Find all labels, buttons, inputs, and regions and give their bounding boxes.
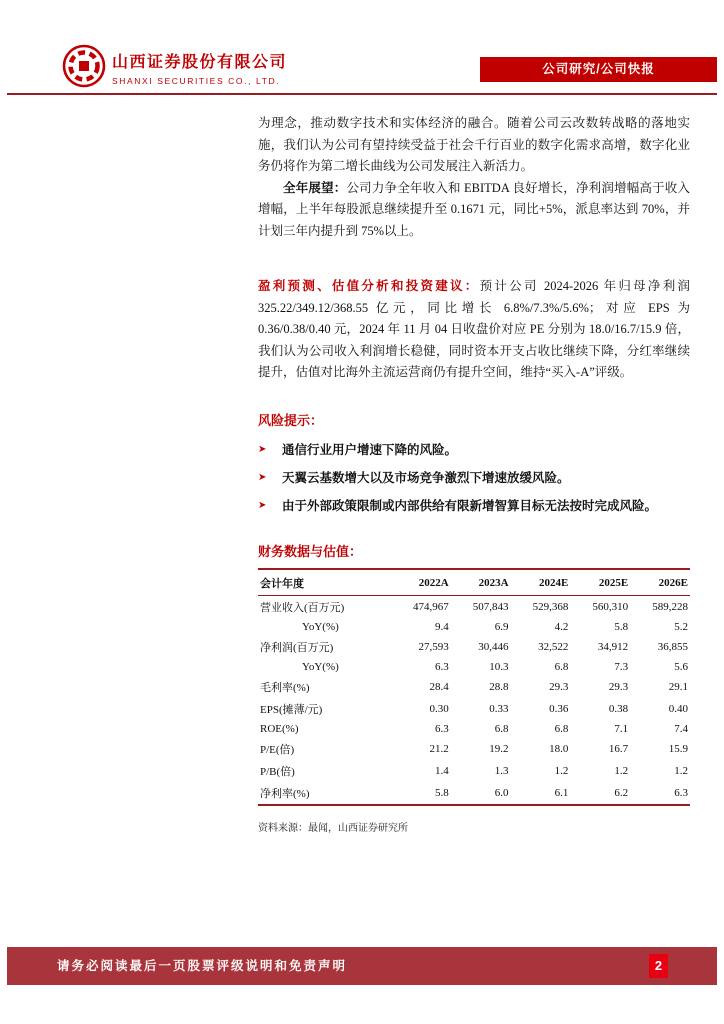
col-header: 2023A: [451, 569, 511, 596]
table-cell: 28.8: [489, 680, 509, 693]
paragraph-valuation-advice: [258, 276, 690, 384]
table-cell: 5.2: [674, 620, 688, 633]
table-cell: 19.2: [489, 742, 509, 755]
table-cell: 6.2: [570, 782, 630, 805]
risk-item-text: 由于外部政策限制或内部供给有限新增智算目标无法按时完成风险。: [282, 498, 658, 513]
report-type-banner: 公司研究/公司快报: [480, 57, 717, 82]
row-label: YoY(%): [302, 620, 339, 633]
footer-disclaimer: 请务必阅读最后一页股票评级说明和免责声明: [57, 959, 348, 973]
table-row: [258, 658, 690, 676]
table-cell: 6.3: [434, 660, 449, 673]
table-row: [258, 720, 690, 738]
table-row: [258, 618, 690, 636]
table-row: [258, 782, 690, 805]
company-name-cn: 山西证券股份有限公司: [112, 54, 288, 71]
table-cell: 29.3: [608, 680, 629, 693]
risk-item-text: 通信行业用户增速下降的风险。: [282, 442, 458, 457]
risk-list: [258, 441, 690, 515]
table-cell: 10.3: [489, 660, 509, 673]
table-cell: 18.0: [549, 742, 569, 755]
row-label: 营业收入(百万元): [260, 601, 345, 614]
table-cell: 6.8: [554, 722, 569, 735]
col-header-year: 会计年度: [258, 569, 391, 596]
valuation-text: 预计公司 2024-2026 年归母净利润 325.22/349.12/368.55 亿元，同比增长 6.8%/7.3%/5.6%；对应 EPS 为 0.36/0.38/0.40 元，2024 年 11 月 04 日收盘价对应 PE 分别为 18.0/16.7/15.9 倍，我们认为公司收入利润增长稳健，同时资本开支占收比继续下降，分红率继续提升，估值对比海外主流运营商仍有提升空间，维持“买入-A”评级。: [258, 279, 690, 379]
table-cell: 5.8: [614, 620, 629, 633]
company-identity: [112, 49, 287, 86]
col-header: 2022A: [391, 569, 451, 596]
financial-table-body: [258, 595, 690, 805]
table-cell: 32,522: [538, 640, 569, 653]
table-cell: 1.2: [614, 764, 629, 777]
table-cell: 15.9: [668, 742, 688, 755]
outlook-text: 公司力争全年收入和 EBITDA 良好增长，净利润增幅高于收入增幅，上半年每股派息继续提升至 0.1671 元，同比+5%，派息率达到 70%，并计划三年内提升到 75%以上。: [258, 180, 690, 238]
paragraph-digital-business: 为理念，推动数字技术和实体经济的融合。随着公司云改数转战略的落地实施，我们认为公司有望持续受益于社会千行百业的数字化需求高增，数字化业务仍将作为第二增长曲线为公司发展注入新活力。: [258, 116, 690, 173]
company-name-en: SHANXI SECURITIES CO., LTD.: [112, 76, 281, 86]
header-divider: [7, 93, 717, 95]
table-row: [258, 760, 690, 782]
table-cell: 6.0: [451, 782, 511, 805]
table-cell: 28.4: [429, 680, 449, 693]
report-body: [258, 113, 690, 834]
table-cell: 529,368: [532, 600, 569, 613]
table-cell: 7.4: [674, 722, 688, 735]
table-cell: 0.30: [429, 702, 449, 715]
table-cell: 6.1: [511, 782, 571, 805]
data-source-note: 资料来源：最闻，山西证券研究所: [258, 822, 408, 834]
table-cell: 1.2: [554, 764, 569, 777]
table-row: [258, 738, 690, 760]
row-label: ROE(%): [260, 722, 299, 735]
risk-section-title: 风险提示：: [258, 412, 324, 428]
table-cell: 21.2: [429, 742, 449, 755]
arrow-bullet-icon: ➤: [258, 499, 267, 511]
header: [0, 0, 724, 94]
outlook-label: 全年展望：: [283, 180, 347, 195]
table-cell: 6.8: [554, 660, 569, 673]
row-label: 毛利率(%): [260, 681, 310, 694]
col-header: 2024E: [511, 569, 571, 596]
footer-bar: [7, 947, 717, 985]
table-row: [258, 636, 690, 658]
row-label: 净利润(百万元): [260, 641, 334, 654]
table-cell: 5.8: [391, 782, 451, 805]
col-header: 2026E: [630, 569, 690, 596]
financial-table: [258, 568, 690, 806]
table-row: [258, 676, 690, 698]
table-row: [258, 595, 690, 618]
valuation-label: 盈利预测、估值分析和投资建议：: [258, 279, 480, 293]
table-cell: 0.36: [549, 702, 569, 715]
table-cell: 30,446: [478, 640, 509, 653]
table-cell: 7.1: [614, 722, 629, 735]
table-cell: 589,228: [652, 600, 688, 613]
table-cell: 29.3: [549, 680, 569, 693]
table-cell: 1.2: [674, 764, 688, 777]
table-cell: 36,855: [657, 640, 688, 653]
table-cell: 0.33: [489, 702, 509, 715]
table-cell: 6.9: [494, 620, 509, 633]
table-row: [258, 698, 690, 720]
col-header: 2025E: [570, 569, 630, 596]
table-cell: 474,967: [412, 600, 449, 613]
row-label: YoY(%): [302, 660, 339, 673]
row-label: P/B(倍): [260, 765, 295, 778]
table-cell: 1.3: [494, 764, 509, 777]
risk-item-text: 天翼云基数增大以及市场竞争激烈下增速放缓风险。: [282, 470, 570, 485]
table-cell: 6.8: [494, 722, 509, 735]
table-cell: 560,310: [592, 600, 629, 613]
row-label: EPS(摊薄/元): [260, 703, 323, 716]
table-cell: 0.38: [608, 702, 629, 715]
table-cell: 34,912: [597, 640, 629, 653]
arrow-bullet-icon: ➤: [258, 443, 267, 455]
paragraph-full-year-outlook: [258, 178, 690, 243]
company-logo-icon: [62, 44, 106, 88]
arrow-bullet-icon: ➤: [258, 471, 267, 483]
financial-section-title: 财务数据与估值：: [258, 543, 363, 559]
table-cell: 507,843: [472, 600, 509, 613]
table-cell: 9.4: [434, 620, 449, 633]
table-cell: 0.40: [668, 702, 688, 715]
row-label: P/E(倍): [260, 743, 295, 756]
page-number-badge: 2: [649, 954, 668, 978]
table-cell: 16.7: [608, 742, 629, 755]
table-cell: 1.4: [434, 764, 449, 777]
risk-item: [258, 497, 690, 515]
table-cell: 27,593: [418, 640, 449, 653]
risk-item: [258, 469, 690, 487]
risk-item: [258, 441, 690, 459]
table-cell: 7.3: [614, 660, 629, 673]
table-cell: 29.1: [668, 680, 688, 693]
table-cell: 6.3: [630, 782, 690, 805]
row-label: 净利率(%): [258, 782, 391, 805]
table-header-row: [258, 569, 690, 596]
table-cell: 5.6: [674, 660, 688, 673]
table-cell: 4.2: [554, 620, 569, 633]
financial-table-head: [258, 569, 690, 596]
table-cell: 6.3: [434, 722, 449, 735]
